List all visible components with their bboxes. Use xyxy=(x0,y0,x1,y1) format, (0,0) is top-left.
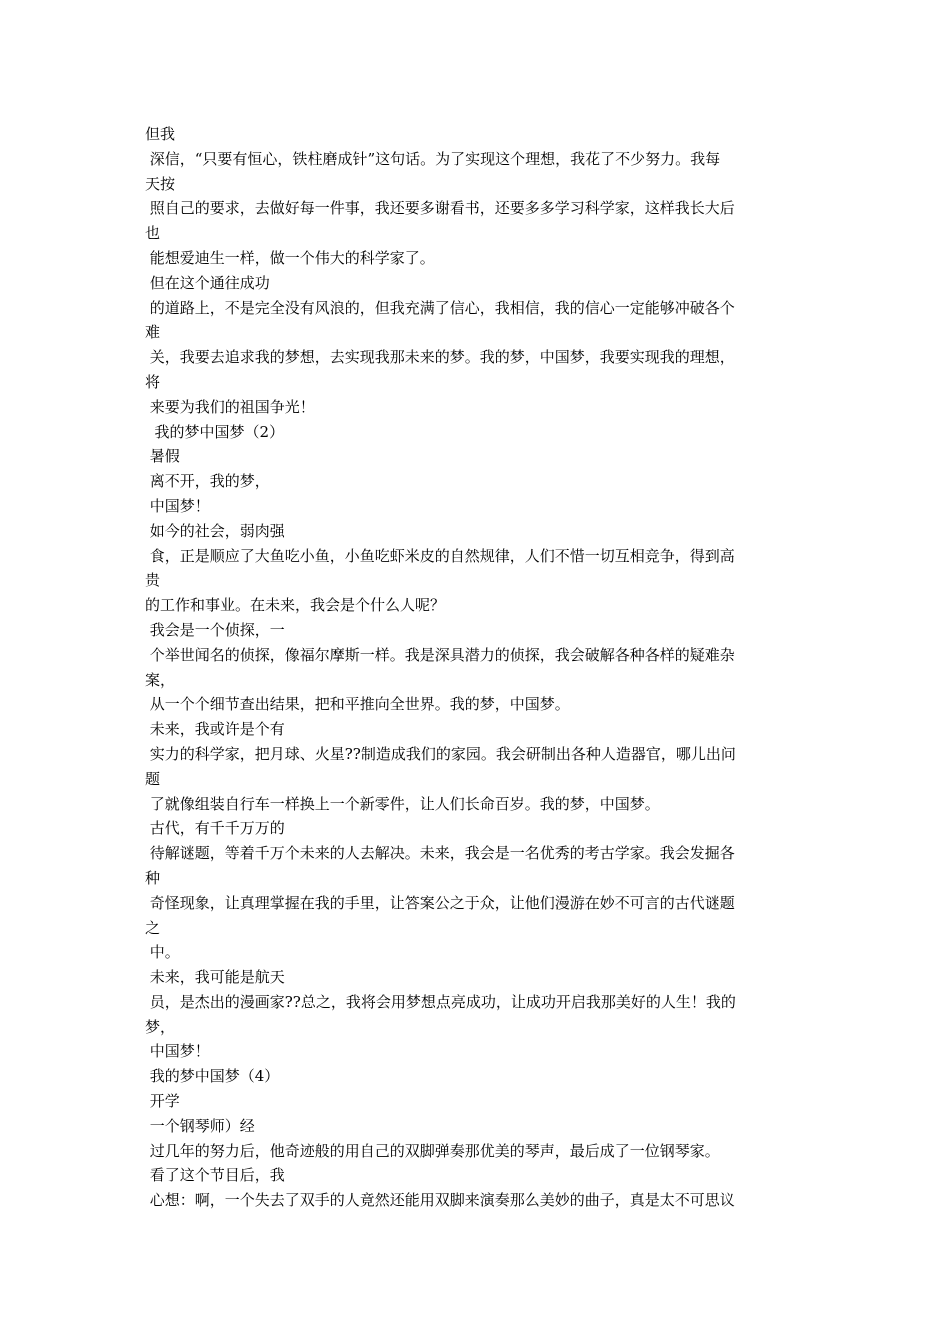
text-line: 照自己的要求，去做好每一件事，我还要多谢看书，还要多多学习科学家，这样我长大后 xyxy=(145,199,735,218)
text-line: 从一个个细节查出结果，把和平推向全世界。我的梦，中国梦。 xyxy=(145,695,570,714)
text-line: 题 xyxy=(145,769,161,788)
text-line: 过几年的努力后，他奇迹般的用自己的双脚弹奏那优美的琴声，最后成了一位钢琴家。 xyxy=(145,1141,720,1160)
text-line: 难 xyxy=(145,323,161,342)
text-line: 梦， xyxy=(145,1017,176,1036)
text-line: 种 xyxy=(145,868,161,887)
text-line: 开学 xyxy=(145,1092,180,1111)
text-line: 案， xyxy=(145,670,176,689)
text-line: 贵 xyxy=(145,571,161,590)
text-line: 中国梦！ xyxy=(145,496,210,515)
text-line: 之 xyxy=(145,918,161,937)
section-heading: 我的梦中国梦（2） xyxy=(145,422,285,441)
text-line: 的工作和事业。在未来，我会是个什么人呢？ xyxy=(145,596,446,615)
text-line: 暑假 xyxy=(145,447,180,466)
text-line: 离不开，我的梦， xyxy=(145,472,270,491)
text-line: 将 xyxy=(145,372,161,391)
text-line: 的道路上，不是完全没有风浪的，但我充满了信心，我相信，我的信心一定能够冲破各个 xyxy=(145,298,735,317)
text-line: 食，正是顺应了大鱼吃小鱼，小鱼吃虾米皮的自然规律，人们不惜一切互相竞争，得到高 xyxy=(145,546,735,565)
text-line: 来要为我们的祖国争光！ xyxy=(145,397,315,416)
text-line: 深信，“只要有恒心，铁柱磨成针”这句话。为了实现这个理想，我花了不少努力。我每 xyxy=(145,149,721,168)
text-line: 未来，我可能是航天 xyxy=(145,968,285,987)
text-line: 未来，我或许是个有 xyxy=(145,720,285,739)
text-line: 古代，有千千万万的 xyxy=(145,819,285,838)
section-heading: 我的梦中国梦（4） xyxy=(145,1067,280,1086)
text-line: 天按 xyxy=(145,174,176,193)
text-line: 个举世闻名的侦探，像福尔摩斯一样。我是深具潜力的侦探，我会破解各种各样的疑难杂 xyxy=(145,645,735,664)
text-line: 如今的社会，弱肉强 xyxy=(145,521,285,540)
text-line: 一个钢琴师）经 xyxy=(145,1116,255,1135)
text-line: 但在这个通往成功 xyxy=(145,273,270,292)
text-line: 了就像组装自行车一样换上一个新零件，让人们长命百岁。我的梦，中国梦。 xyxy=(145,794,660,813)
text-line: 奇怪现象，让真理掌握在我的手里，让答案公之于众，让他们漫游在妙不可言的古代谜题 xyxy=(145,893,735,912)
text-line: 能想爱迪生一样，做一个伟大的科学家了。 xyxy=(145,248,435,267)
text-line: 但我 xyxy=(145,125,176,143)
text-line: 我会是一个侦探，一 xyxy=(145,620,285,639)
text-line: 待解谜题，等着千万个未来的人去解决。未来，我会是一名优秀的考古学家。我会发掘各 xyxy=(145,844,735,863)
text-line: 也 xyxy=(145,224,161,243)
text-line: 关，我要去追求我的梦想，去实现我那未来的梦。我的梦，中国梦，我要实现我的理想， xyxy=(145,348,735,367)
text-line: 看了这个节目后，我 xyxy=(145,1166,285,1185)
text-line: 心想：啊，一个失去了双手的人竟然还能用双脚来演奏那么美妙的曲子，真是太不可思议 xyxy=(145,1191,735,1210)
document-page xyxy=(145,122,810,1213)
text-line: 中国梦！ xyxy=(145,1042,210,1061)
text-line: 中。 xyxy=(145,943,180,962)
text-line: 实力的科学家，把月球、火星??制造成我们的家园。我会研制出各种人造器官，哪儿出问 xyxy=(145,744,736,763)
text-line: 员，是杰出的漫画家??总之，我将会用梦想点亮成功，让成功开启我那美好的人生！我的 xyxy=(145,992,736,1011)
